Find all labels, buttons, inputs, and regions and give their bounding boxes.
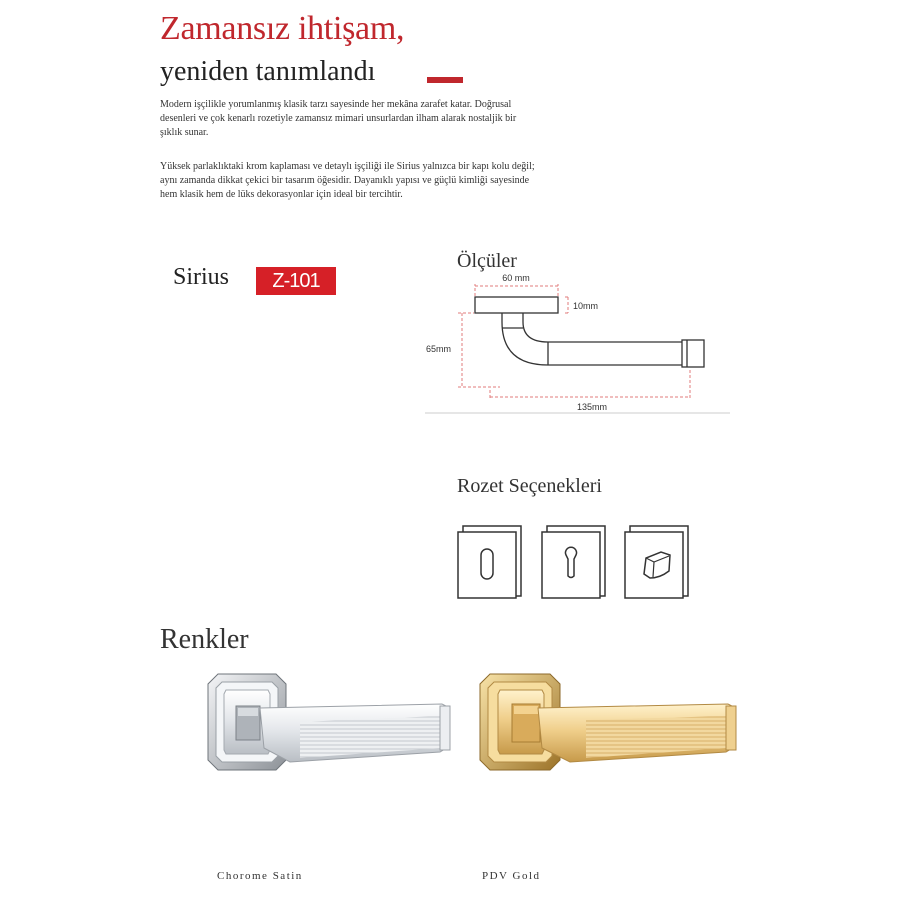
description-paragraph-1: Modern işçilikle yorumlanmış klasik tarzı sayesinde her mekâna zarafet katar. Doğrusal desenleri ve çok kenarlı rozetiyle zamansız mimari unsurlardan ilham alarak nostaljik bir şıklık sunar. [160, 99, 517, 138]
colors-title: Renkler [160, 624, 249, 655]
profile-cylinder-rozet-icon [541, 524, 607, 600]
rozet-options-title: Rozet Seçenekleri [457, 475, 602, 497]
thumb-turn-rozet-icon [624, 524, 690, 600]
dim-width-label: 60 mm [502, 273, 530, 283]
page-title-line2: yeniden tanımlandı [160, 56, 376, 87]
title-accent-bar [427, 77, 463, 83]
dim-height-label: 65mm [426, 344, 452, 354]
description-paragraph-2: Yüksek parlaklıktaki krom kaplaması ve detaylı işçiliği ile Sirius yalnızca bir kapı kolu değil; aynı zamanda dikkat çekici bir tasarım öğesidir. Dayanıklı yapısı ve güçlü kimliği sayesinde hem klasik hem de lüks dekorasyonlar için ideal bir tercihtir. [160, 161, 535, 200]
chrome-satin-handle-image [204, 668, 454, 778]
page-title-line1: Zamansız ihtişam, [160, 10, 405, 47]
dimension-drawing [420, 270, 740, 420]
product-name: Sirius [173, 264, 230, 290]
pdv-gold-handle-image [478, 668, 743, 778]
color-label-pdv-gold: PDV Gold [482, 870, 541, 882]
color-label-chrome-satin: Chorome Satin [217, 870, 303, 882]
oval-keyhole-rozet-icon [457, 524, 523, 600]
dimensions-title: Ölçüler [457, 250, 517, 272]
dim-length-label: 135mm [576, 402, 608, 412]
product-code-badge: Z-101 [256, 267, 336, 295]
dim-rose-height-label: 10mm [573, 301, 599, 311]
